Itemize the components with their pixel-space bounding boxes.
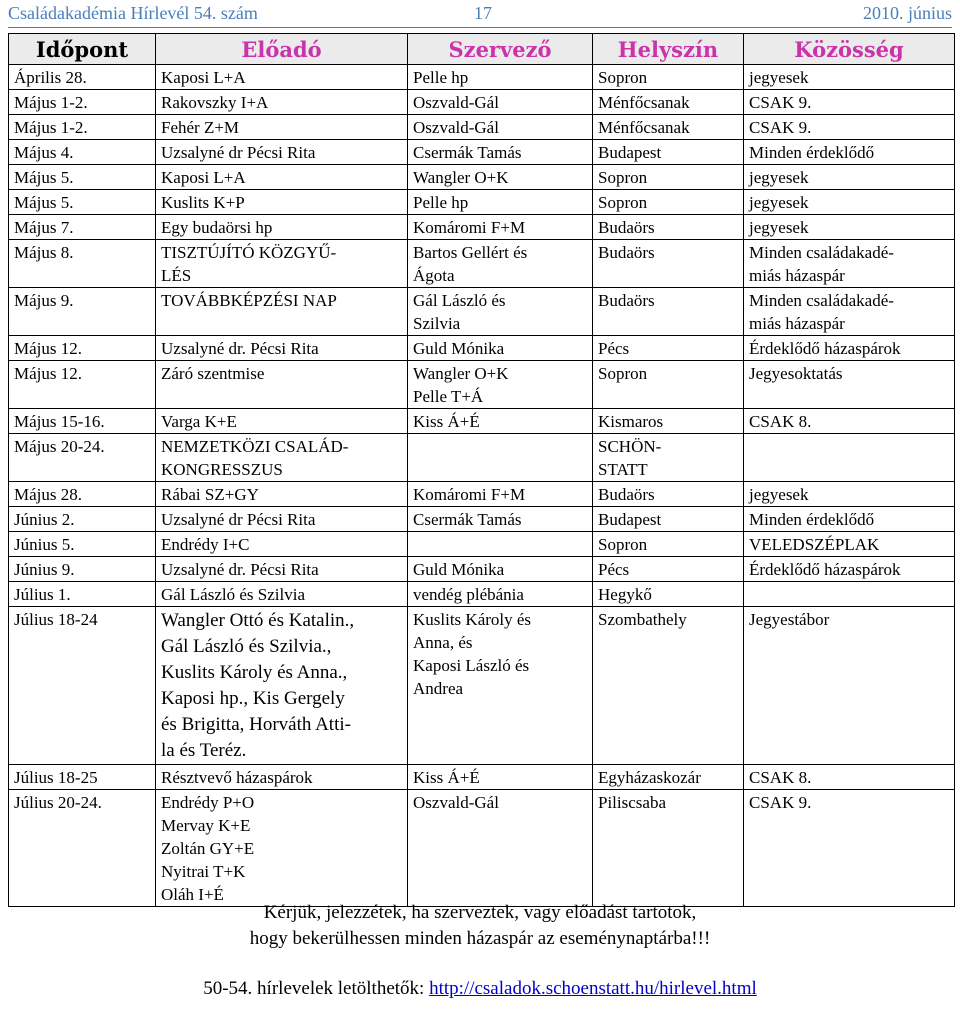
table-cell: TISZTÚJÍTÓ KÖZGYŰ- LÉS	[156, 240, 408, 288]
table-cell: Szombathely	[593, 607, 744, 765]
table-row	[9, 409, 955, 434]
table-row	[9, 582, 955, 607]
table-row	[9, 140, 955, 165]
table-cell: Május 8.	[9, 240, 156, 288]
table-cell: Kiss Á+É	[408, 409, 593, 434]
table-cell: Pelle hp	[408, 65, 593, 90]
table-row	[9, 482, 955, 507]
table-cell: Sopron	[593, 532, 744, 557]
table-cell: Június 5.	[9, 532, 156, 557]
header-rule	[8, 27, 952, 28]
table-cell: NEMZETKÖZI CSALÁD- KONGRESSZUS	[156, 434, 408, 482]
column-header-organizer: Szervező	[408, 34, 593, 65]
table-row	[9, 557, 955, 582]
table-cell: Érdeklődő házaspárok	[744, 336, 955, 361]
table-cell: Endrédy I+C	[156, 532, 408, 557]
table-cell: Rakovszky I+A	[156, 90, 408, 115]
table-cell: Sopron	[593, 361, 744, 409]
table-cell: Május 7.	[9, 215, 156, 240]
table-cell: Uzsalyné dr. Pécsi Rita	[156, 336, 408, 361]
footer-download	[0, 978, 960, 1000]
table-cell: Piliscsaba	[593, 790, 744, 907]
table-cell: Gál László és Szilvia	[408, 288, 593, 336]
table-cell: Minden családakadé- miás házaspár	[744, 240, 955, 288]
column-header-date: Időpont	[9, 34, 156, 65]
table-cell: Kiss Á+É	[408, 765, 593, 790]
table-row	[9, 65, 955, 90]
table-cell: Uzsalyné dr Pécsi Rita	[156, 140, 408, 165]
table-cell: Budaörs	[593, 288, 744, 336]
table-cell: Oszvald-Gál	[408, 115, 593, 140]
table-cell: Ménfőcsanak	[593, 115, 744, 140]
table-row	[9, 90, 955, 115]
table-cell: jegyesek	[744, 215, 955, 240]
table-cell: Kuslits Károly és Anna, és Kaposi László és Andrea	[408, 607, 593, 765]
table-cell: Egy budaörsi hp	[156, 215, 408, 240]
table-row	[9, 434, 955, 482]
table-cell: Május 5.	[9, 165, 156, 190]
table-cell: Záró szentmise	[156, 361, 408, 409]
table-cell: Minden érdeklődő	[744, 507, 955, 532]
table-header-row	[9, 34, 955, 65]
table-cell: jegyesek	[744, 190, 955, 215]
table-cell: Kaposi L+A	[156, 165, 408, 190]
table-cell: CSAK 9.	[744, 115, 955, 140]
table-cell: Csermák Tamás	[408, 140, 593, 165]
table-cell: Wangler O+K	[408, 165, 593, 190]
table-row	[9, 507, 955, 532]
table-cell: vendég plébánia	[408, 582, 593, 607]
page-header	[0, 0, 960, 30]
table-cell: Május 9.	[9, 288, 156, 336]
table-cell: Érdeklődő házaspárok	[744, 557, 955, 582]
table-cell: Résztvevő házaspárok	[156, 765, 408, 790]
table-cell: Budapest	[593, 140, 744, 165]
table-cell: Budaörs	[593, 240, 744, 288]
table-cell: jegyesek	[744, 65, 955, 90]
table-cell: Rábai SZ+GY	[156, 482, 408, 507]
table-cell: CSAK 8.	[744, 409, 955, 434]
table-cell	[408, 434, 593, 482]
table-cell: Minden érdeklődő	[744, 140, 955, 165]
table-row	[9, 532, 955, 557]
table-cell: Uzsalyné dr Pécsi Rita	[156, 507, 408, 532]
table-cell: VELEDSZÉPLAK	[744, 532, 955, 557]
table-cell: Június 9.	[9, 557, 156, 582]
table-cell: Komáromi F+M	[408, 215, 593, 240]
table-body	[9, 65, 955, 907]
table-cell: Sopron	[593, 165, 744, 190]
table-row	[9, 361, 955, 409]
table-row	[9, 215, 955, 240]
table-cell: Július 20-24.	[9, 790, 156, 907]
event-calendar-table	[8, 33, 955, 907]
table-row	[9, 336, 955, 361]
table-cell: Pelle hp	[408, 190, 593, 215]
table-cell: Oszvald-Gál	[408, 90, 593, 115]
footer-request-line-1: Kérjük, jelezzétek, ha szerveztek, vagy előadást tartotok,	[263, 902, 697, 923]
table-row	[9, 607, 955, 765]
table-cell: Május 4.	[9, 140, 156, 165]
table-cell: Jegyesoktatás	[744, 361, 955, 409]
table-cell: jegyesek	[744, 482, 955, 507]
footer-request-line-2: hogy bekerülhessen minden házaspár az eseménynaptárba!!!	[249, 928, 711, 949]
table-cell: Varga K+E	[156, 409, 408, 434]
table-row	[9, 288, 955, 336]
table-cell	[408, 532, 593, 557]
table-cell: Ménfőcsanak	[593, 90, 744, 115]
table-cell: Minden családakadé- miás házaspár	[744, 288, 955, 336]
table-cell: Május 28.	[9, 482, 156, 507]
table-cell: Május 20-24.	[9, 434, 156, 482]
table-cell: Május 1-2.	[9, 90, 156, 115]
table-cell: Uzsalyné dr. Pécsi Rita	[156, 557, 408, 582]
table-cell: Május 1-2.	[9, 115, 156, 140]
table-cell: Guld Mónika	[408, 336, 593, 361]
table-row	[9, 165, 955, 190]
download-text: 50-54. hírlevelek letölthetők:	[203, 978, 430, 999]
table-cell: Május 12.	[9, 361, 156, 409]
table-cell: Pécs	[593, 557, 744, 582]
table-cell: Május 15-16.	[9, 409, 156, 434]
table-cell: jegyesek	[744, 165, 955, 190]
table-cell: Sopron	[593, 190, 744, 215]
table-cell: Budapest	[593, 507, 744, 532]
table-cell: Oszvald-Gál	[408, 790, 593, 907]
table-cell: Pécs	[593, 336, 744, 361]
newsletter-title: Családakadémia Hírlevél 54. szám	[8, 3, 258, 23]
table-cell: Július 18-24	[9, 607, 156, 765]
table-cell: Május 5.	[9, 190, 156, 215]
table-cell: Július 18-25	[9, 765, 156, 790]
table-cell: SCHÖN- STATT	[593, 434, 744, 482]
table-cell: Budaörs	[593, 215, 744, 240]
column-header-location: Helyszín	[593, 34, 744, 65]
table-cell: Július 1.	[9, 582, 156, 607]
table-cell: Kaposi L+A	[156, 65, 408, 90]
table-cell: Május 12.	[9, 336, 156, 361]
table-cell: Gál László és Szilvia	[156, 582, 408, 607]
page-number: 17	[474, 3, 492, 23]
table-cell: Bartos Gellért és Ágota	[408, 240, 593, 288]
table-cell: CSAK 9.	[744, 90, 955, 115]
table-cell: Wangler O+K Pelle T+Á	[408, 361, 593, 409]
table-cell: CSAK 8.	[744, 765, 955, 790]
table-cell	[744, 582, 955, 607]
table-cell: Budaörs	[593, 482, 744, 507]
table-row	[9, 790, 955, 907]
table-cell: Sopron	[593, 65, 744, 90]
table-cell: Endrédy P+O Mervay K+E Zoltán GY+E Nyitrai T+K Oláh I+É	[156, 790, 408, 907]
table-cell: Kismaros	[593, 409, 744, 434]
table-cell: Guld Mónika	[408, 557, 593, 582]
table-cell: Kuslits K+P	[156, 190, 408, 215]
table-cell: Csermák Tamás	[408, 507, 593, 532]
table-cell: Április 28.	[9, 65, 156, 90]
table-cell	[744, 434, 955, 482]
table-cell: Egyházaskozár	[593, 765, 744, 790]
table-cell: Fehér Z+M	[156, 115, 408, 140]
table-row	[9, 240, 955, 288]
column-header-community: Közösség	[744, 34, 955, 65]
issue-date: 2010. június	[862, 3, 952, 23]
table-cell: TOVÁBBKÉPZÉSI NAP	[156, 288, 408, 336]
table-cell: Hegykő	[593, 582, 744, 607]
download-link[interactable]: http://csaladok.schoenstatt.hu/hirlevel.html	[429, 978, 757, 999]
table-cell: CSAK 9.	[744, 790, 955, 907]
table-row	[9, 765, 955, 790]
table-cell: Wangler Ottó és Katalin., Gál László és Szilvia., Kuslits Károly és Anna., Kaposi hp., Kis Gergely és Brigitta, Horváth Atti- la és Teréz.	[156, 607, 408, 765]
table-cell: Komáromi F+M	[408, 482, 593, 507]
table-row	[9, 115, 955, 140]
column-header-presenter: Előadó	[156, 34, 408, 65]
table-cell: Június 2.	[9, 507, 156, 532]
table-cell: Jegyestábor	[744, 607, 955, 765]
table-row	[9, 190, 955, 215]
